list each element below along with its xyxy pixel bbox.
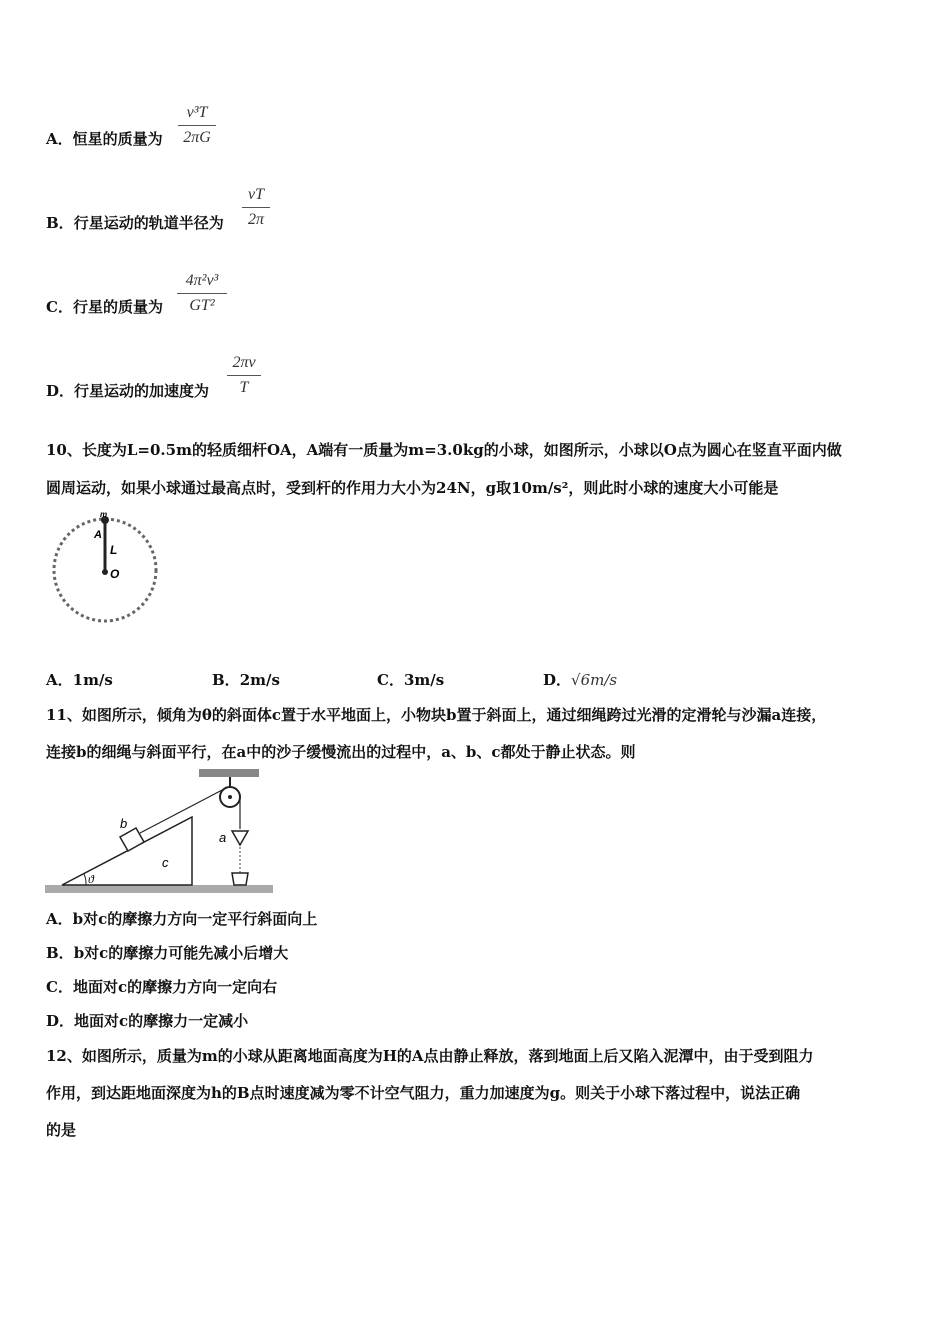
q10-option-c: C．3m/s [377,671,445,689]
label-l: L [110,543,118,557]
label-c: c [162,855,169,870]
label-m: m [100,510,108,519]
ceiling [199,769,259,777]
sandglass-a [232,831,248,845]
q11-stem-line2: 连接b的细绳与斜面平行，在a中的沙子缓慢流出的过程中，a、b、c都处于静止状态。则 [46,743,636,761]
q9-option-d: D．行星运动的加速度为 [46,382,210,400]
q11-option-d: D．地面对c的摩擦力一定减小 [46,1012,249,1030]
q12-stem-line1: 12、如图所示，质量为m的小球从距离地面高度为H的A点由静止释放，落到地面上后又陷入泥潭中，由于受到阻力 [46,1047,814,1065]
q12-stem-line2: 作用，到达距地面深度为h的B点时速度减为零不计空气阻力，重力加速度为g。则关于小球下落过程中，说法正确 [46,1084,801,1102]
pulley-axle [228,795,232,799]
q11-figure [44,767,276,897]
q10-stem-line1: 10、长度为L=0.5m的轻质细杆OA，A端有一质量为m=3.0kg的小球，如图所示，小球以O点为圆心在竖直平面内做 [46,441,842,459]
label-o: O [110,567,120,581]
pivot-o [102,569,108,575]
q10-option-d: D．√6m/s [543,671,618,689]
label-a: a [219,830,227,845]
q10-option-b: B．2m/s [212,671,280,689]
label-b: b [120,816,128,831]
label-theta: ϑ [88,872,94,886]
bucket [232,873,248,885]
q9-option-c: C．行星的质量为 [46,298,163,316]
q11-option-a: A．b对c的摩擦力方向一定平行斜面向上 [46,910,318,928]
q10-option-a: A．1m/s [46,671,113,689]
q9-option-a-formula: v³T 2πG [178,104,216,147]
q12-stem-line3: 的是 [46,1121,77,1139]
q9-option-a: A．恒星的质量为 [46,130,163,148]
q11-stem-line1: 11、如图所示，倾角为θ的斜面体c置于水平地面上，小物块b置于斜面上，通过细绳跨过光滑的定滑轮与沙漏a连接， [46,706,827,724]
q9-option-c-formula: 4π²v³ GT² [177,272,227,315]
q11-option-b: B．b对c的摩擦力可能先减小后增大 [46,944,289,962]
q9-option-d-formula: 2πv T [227,354,261,397]
ground [45,885,273,893]
q9-option-b-formula: vT 2π [242,186,270,229]
q11-option-c: C．地面对c的摩擦力方向一定向右 [46,978,278,996]
label-a: A [94,529,102,541]
q10-stem-line2: 圆周运动，如果小球通过最高点时，受到杆的作用力大小为24N，g取10m/s²，则此时小球的速度大小可能是 [46,479,779,497]
q9-option-b: B．行星运动的轨道半径为 [46,214,224,232]
q10-figure [46,508,166,630]
